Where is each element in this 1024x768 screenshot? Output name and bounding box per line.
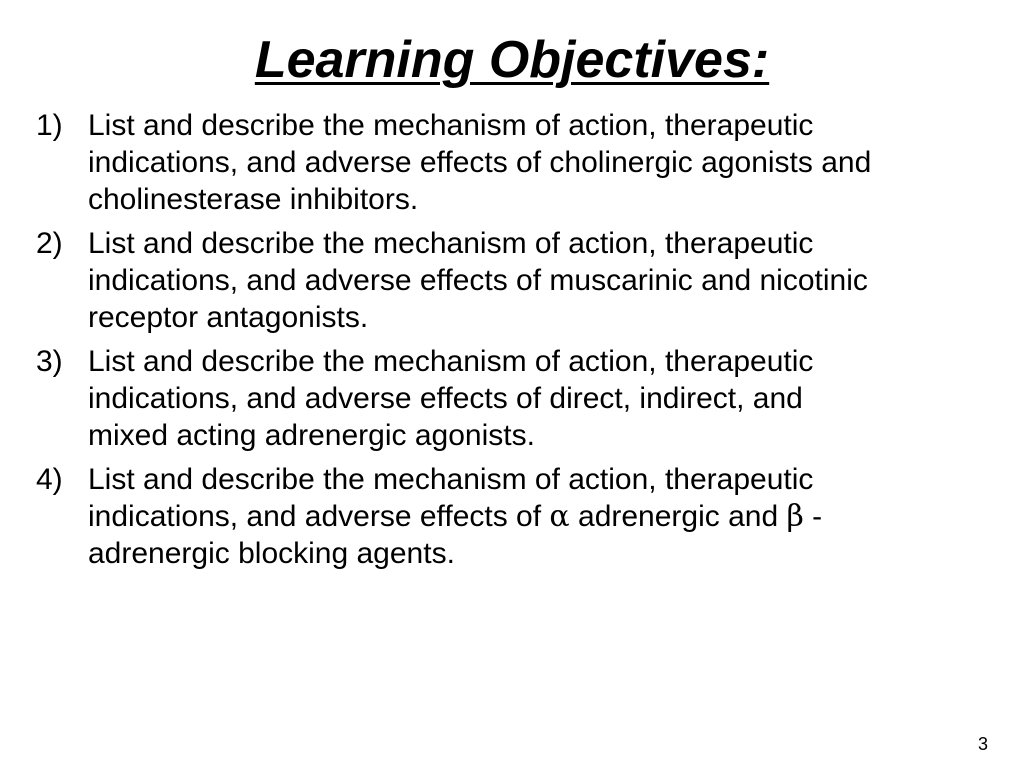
alpha-symbol: α [549, 499, 570, 534]
objective-text-part: List and describe the mechanism of action, therapeutic indications, and adverse effects of [88, 463, 814, 533]
page-number: 3 [977, 734, 988, 754]
objective-text: List and describe the mechanism of action, therapeutic indications, and adverse effects of muscarinic and nicotinic receptor antagonists. [88, 227, 868, 334]
objective-text [88, 461, 996, 572]
slide-title: Learning Objectives: [254, 31, 770, 89]
objective-number: 3) [36, 345, 63, 378]
objective-text: List and describe the mechanism of action, therapeutic indications, and adverse effects of direct, indirect, and mixed acting adrenergic agonists. [88, 345, 814, 452]
objective-item-3 [36, 343, 996, 454]
objective-number: 2) [36, 227, 63, 260]
objective-item-4 [36, 461, 996, 572]
objective-number: 4) [36, 463, 63, 496]
objectives-list [36, 107, 996, 579]
beta-symbol: β [786, 499, 804, 534]
objective-text-part: adrenergic and [569, 500, 787, 533]
objective-text: List and describe the mechanism of action, therapeutic indications, and adverse effects of cholinergic agonists and cholinesterase inhibitors. [88, 109, 872, 216]
objective-item-2 [36, 225, 996, 336]
objective-item-1 [36, 107, 996, 218]
objective-text-part: - adrenergic blocking agents. [88, 500, 823, 570]
objective-number: 1) [36, 109, 63, 142]
